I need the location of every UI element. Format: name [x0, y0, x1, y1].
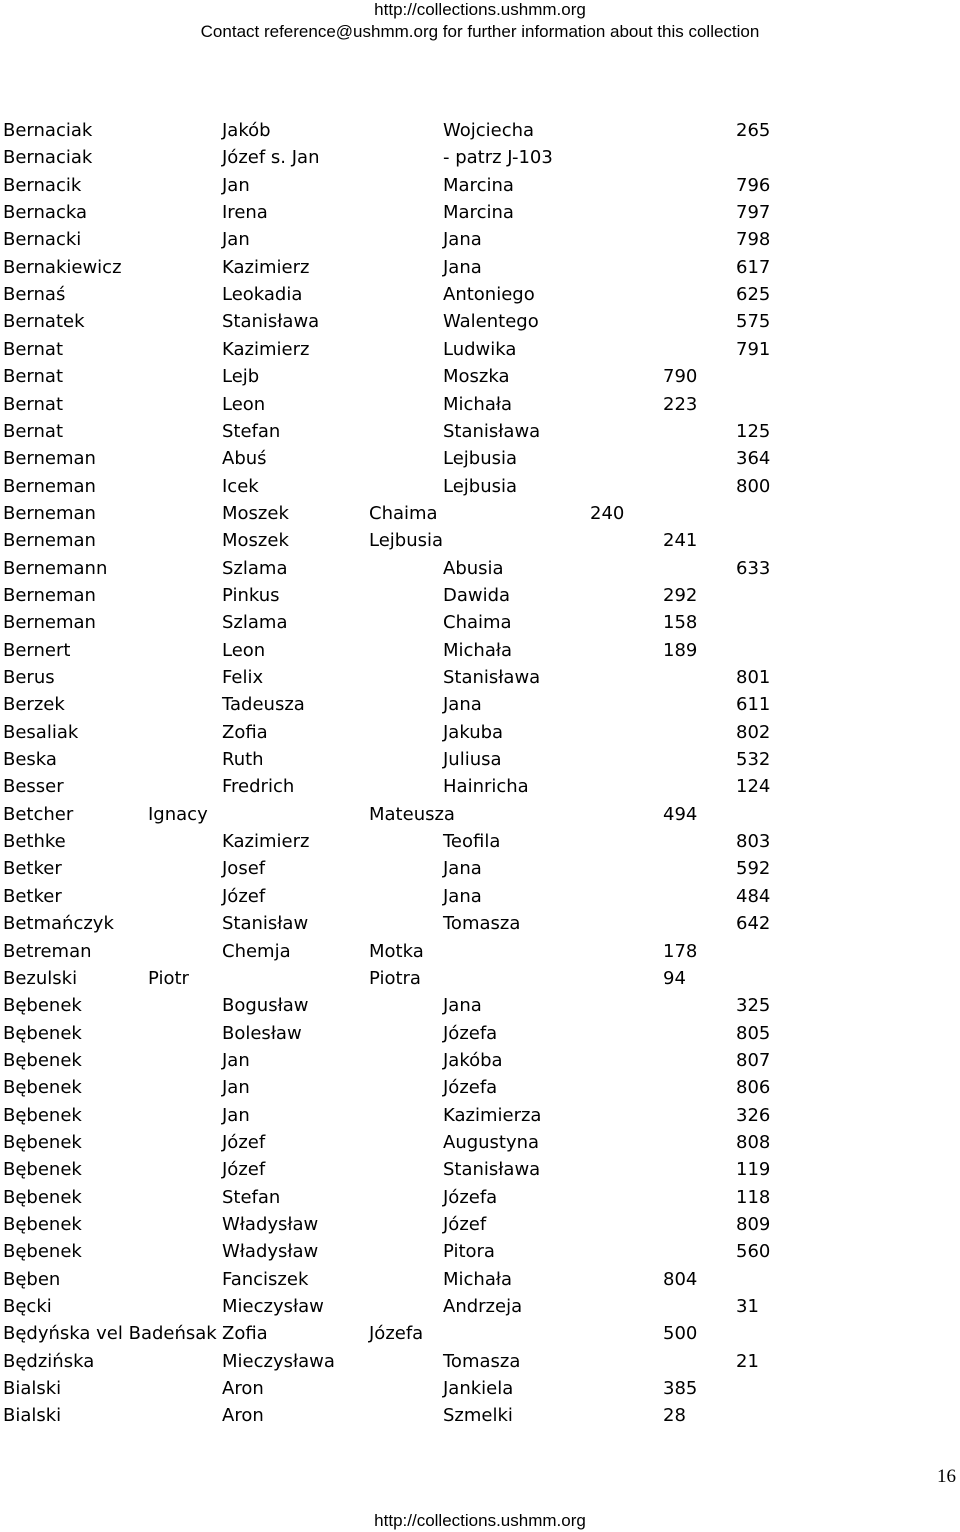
record-number: 642 — [736, 913, 771, 935]
surname: Bębenek — [3, 1049, 82, 1071]
list-item — [0, 992, 960, 1019]
list-item — [0, 308, 960, 335]
list-item — [0, 500, 960, 527]
fathers-name: Chaima — [369, 502, 438, 524]
fathers-name: Augustyna — [443, 1131, 540, 1153]
record-number: 364 — [736, 448, 771, 470]
first-name: Kazimierz — [222, 831, 310, 853]
fathers-name: Jana — [443, 885, 482, 907]
record-number: 801 — [736, 667, 771, 688]
record-number: 28 — [663, 1405, 686, 1427]
list-item — [0, 828, 960, 855]
record-number: 125 — [736, 420, 771, 442]
fathers-name: - patrz J-103 — [443, 147, 553, 169]
first-name: Bogusław — [222, 995, 309, 1017]
first-name: Ignacy — [148, 803, 208, 825]
surname: Bernacka — [3, 202, 87, 224]
record-number: 189 — [663, 639, 698, 661]
record-number: 633 — [736, 557, 771, 579]
fathers-name: Marcina — [443, 202, 514, 224]
first-name: Józef s. Jan — [222, 147, 320, 169]
fathers-name: Józefa — [443, 1022, 498, 1044]
surname: Berzek — [3, 694, 65, 716]
surname: Bialski — [3, 1405, 62, 1427]
fathers-name: Walentego — [443, 311, 539, 333]
footer-collection-url: http://collections.ushmm.org — [374, 1511, 586, 1530]
fathers-name: Jana — [443, 229, 482, 251]
record-number: 560 — [736, 1241, 771, 1263]
record-number: 118 — [736, 1186, 771, 1208]
record-number: 21 — [736, 1350, 759, 1372]
list-item — [0, 226, 960, 253]
record-number: 790 — [663, 366, 698, 388]
record-number: 241 — [663, 530, 698, 552]
first-name: Jan — [222, 229, 250, 251]
list-item — [0, 418, 960, 445]
surname: Bethke — [3, 831, 66, 853]
fathers-name: Jana — [443, 694, 482, 716]
record-number: 803 — [736, 831, 771, 853]
list-item — [0, 609, 960, 636]
surname: Berneman — [3, 612, 96, 634]
record-number: 802 — [736, 721, 771, 743]
record-number: 484 — [736, 885, 771, 907]
fathers-name: Teofila — [443, 831, 501, 853]
fathers-name: Michała — [443, 639, 513, 661]
first-name: Fanciszek — [222, 1268, 309, 1290]
first-name: Józef — [222, 1131, 266, 1153]
first-name: Moszek — [222, 530, 289, 552]
fathers-name: Moszka — [443, 366, 510, 388]
first-name: Pinkus — [222, 584, 280, 606]
fathers-name: Dawida — [443, 584, 511, 606]
surname: Bęben — [3, 1268, 61, 1290]
surname: Bernat — [3, 338, 64, 360]
list-item — [0, 144, 960, 171]
header-collection-url: http://collections.ushmm.org — [374, 0, 586, 19]
first-name: Leon — [222, 639, 266, 661]
first-name: Leokadia — [222, 284, 303, 306]
record-number: 575 — [736, 311, 771, 333]
list-item — [0, 281, 960, 308]
surname: Bębenek — [3, 1077, 82, 1099]
surname: Bębenek — [3, 1159, 82, 1181]
record-number: 31 — [736, 1296, 759, 1318]
fathers-name: Stanisława — [443, 420, 541, 442]
first-name: Stefan — [222, 1186, 281, 1208]
first-name: Jan — [222, 1104, 250, 1126]
list-item — [0, 172, 960, 199]
list-item — [0, 1238, 960, 1265]
record-number: 158 — [663, 612, 698, 634]
first-name: Kazimierz — [222, 256, 310, 278]
record-number: 265 — [736, 120, 771, 141]
record-number: 292 — [663, 584, 698, 606]
list-item — [0, 254, 960, 281]
fathers-name: Jana — [443, 858, 482, 880]
record-number: 809 — [736, 1214, 771, 1235]
fathers-name: Motka — [369, 940, 424, 962]
record-number: 592 — [736, 858, 771, 880]
first-name: Moszek — [222, 502, 289, 524]
list-item — [0, 883, 960, 910]
record-number: 494 — [663, 803, 698, 825]
list-item — [0, 1102, 960, 1129]
page-number: 16 — [937, 1466, 956, 1487]
surname: Bernert — [3, 639, 71, 661]
list-item — [0, 1020, 960, 1047]
list-item — [0, 1320, 960, 1347]
first-name: Mieczysława — [222, 1350, 335, 1372]
list-item — [0, 910, 960, 937]
record-number: 611 — [736, 694, 771, 716]
surname: Betker — [3, 858, 62, 880]
list-item — [0, 336, 960, 363]
first-name: Władysław — [222, 1214, 319, 1235]
fathers-name: Kazimierza — [443, 1104, 542, 1126]
fathers-name: Marcina — [443, 174, 514, 196]
surname: Betcher — [3, 803, 74, 825]
list-item — [0, 855, 960, 882]
surname: Beska — [3, 749, 57, 771]
list-item — [0, 1156, 960, 1183]
first-name: Zofia — [222, 1323, 268, 1345]
list-item — [0, 664, 960, 691]
fathers-name: Jakuba — [443, 721, 504, 743]
record-number: 500 — [663, 1323, 698, 1345]
surname: Bębenek — [3, 1131, 82, 1153]
record-number: 797 — [736, 202, 771, 224]
surname: Bęcki — [3, 1296, 52, 1318]
list-item — [0, 391, 960, 418]
fathers-name: Józefa — [369, 1323, 424, 1345]
record-number: 791 — [736, 338, 771, 360]
list-item — [0, 1293, 960, 1320]
surname: Betker — [3, 885, 62, 907]
surname: Bernacik — [3, 174, 82, 196]
surname: Bębenek — [3, 1022, 82, 1044]
surname: Bernaciak — [3, 120, 93, 141]
surname: Bernakiewicz — [3, 256, 122, 278]
surname: Berneman — [3, 475, 96, 497]
fathers-name: Wojciecha — [443, 120, 535, 141]
fathers-name: Michała — [443, 1268, 513, 1290]
list-item — [0, 1402, 960, 1429]
header-contact-line: Contact reference@ushmm.org for further information about this collection — [200, 22, 760, 41]
surname: Besaliak — [3, 721, 79, 743]
record-number: 240 — [590, 502, 625, 524]
first-name: Icek — [222, 475, 259, 497]
record-number: 805 — [736, 1022, 771, 1044]
record-number: 178 — [663, 940, 698, 962]
fathers-name: Ludwika — [443, 338, 517, 360]
fathers-name: Stanisława — [443, 667, 541, 688]
surname: Bezulski — [3, 967, 78, 989]
record-number: 798 — [736, 229, 771, 251]
fathers-name: Piotra — [369, 967, 421, 989]
list-item — [0, 1074, 960, 1101]
fathers-name: Stanisława — [443, 1159, 541, 1181]
fathers-name: Józefa — [443, 1077, 498, 1099]
first-name: Szlama — [222, 557, 288, 579]
surname: Bębenek — [3, 1186, 82, 1208]
surname: Bernat — [3, 393, 64, 415]
record-number: 804 — [663, 1268, 698, 1290]
first-name: Józef — [222, 885, 266, 907]
list-item — [0, 1266, 960, 1293]
fathers-name: Abusia — [443, 557, 504, 579]
first-name: Zofia — [222, 721, 268, 743]
record-number: 806 — [736, 1077, 771, 1099]
record-number: 326 — [736, 1104, 771, 1126]
fathers-name: Jankiela — [443, 1378, 514, 1400]
first-name: Irena — [222, 202, 268, 224]
record-number: 223 — [663, 393, 698, 415]
fathers-name: Lejbusia — [443, 448, 518, 470]
surname: Bębenek — [3, 1214, 82, 1235]
first-name: Józef — [222, 1159, 266, 1181]
surname: Bębenek — [3, 1241, 82, 1263]
first-name: Szlama — [222, 612, 288, 634]
first-name: Jan — [222, 1049, 250, 1071]
fathers-name: Szmelki — [443, 1405, 513, 1427]
surname: Berus — [3, 667, 55, 688]
fathers-name: Tomasza — [443, 913, 521, 935]
list-item — [0, 746, 960, 773]
list-item — [0, 1211, 960, 1238]
first-name: Bolesław — [222, 1022, 302, 1044]
surname: Bębenek — [3, 995, 82, 1017]
surname: Besser — [3, 776, 64, 798]
first-name: Kazimierz — [222, 338, 310, 360]
fathers-name: Tomasza — [443, 1350, 521, 1372]
fathers-name: Jana — [443, 995, 482, 1017]
surname: Bernatek — [3, 311, 85, 333]
record-number: 124 — [736, 776, 771, 798]
surname: Bernaś — [3, 284, 66, 306]
list-item — [0, 445, 960, 472]
list-item — [0, 1375, 960, 1402]
surname: Bernacki — [3, 229, 82, 251]
list-item — [0, 637, 960, 664]
fathers-name: Jakóba — [443, 1049, 503, 1071]
fathers-name: Andrzeja — [443, 1296, 523, 1318]
first-name: Władysław — [222, 1241, 319, 1263]
first-name: Abuś — [222, 448, 267, 470]
list-item — [0, 199, 960, 226]
fathers-name: Lejbusia — [369, 530, 444, 552]
list-item — [0, 473, 960, 500]
fathers-name: Lejbusia — [443, 475, 518, 497]
list-item — [0, 363, 960, 390]
list-item — [0, 1348, 960, 1375]
first-name: Ruth — [222, 749, 264, 771]
fathers-name: Jana — [443, 256, 482, 278]
list-item — [0, 1184, 960, 1211]
record-number: 800 — [736, 475, 771, 497]
record-number: 325 — [736, 995, 771, 1017]
list-item — [0, 1047, 960, 1074]
first-name: Leon — [222, 393, 266, 415]
first-name: Lejb — [222, 366, 260, 388]
fathers-name: Michała — [443, 393, 513, 415]
first-name: Fredrich — [222, 776, 295, 798]
first-name: Piotr — [148, 967, 189, 989]
list-item — [0, 719, 960, 746]
record-number: 385 — [663, 1378, 698, 1400]
surname: Bębenek — [3, 1104, 82, 1126]
first-name: Stefan — [222, 420, 281, 442]
record-number: 94 — [663, 967, 686, 989]
list-item — [0, 582, 960, 609]
first-name: Jan — [222, 1077, 250, 1099]
record-number: 796 — [736, 174, 771, 196]
fathers-name: Mateusza — [369, 803, 455, 825]
first-name: Josef — [222, 858, 266, 880]
first-name: Jan — [222, 174, 250, 196]
surname: Bernaciak — [3, 147, 93, 169]
first-name: Tadeusza — [222, 694, 305, 716]
first-name: Aron — [222, 1405, 264, 1427]
fathers-name: Józef — [443, 1214, 487, 1235]
fathers-name: Chaima — [443, 612, 512, 634]
first-name: Felix — [222, 667, 264, 688]
surname: Bernemann — [3, 557, 108, 579]
surname: Będzińska — [3, 1350, 95, 1372]
list-item — [0, 527, 960, 554]
first-name: Aron — [222, 1378, 264, 1400]
surname: Betmańczyk — [3, 913, 114, 935]
surname: Będyńska vel Badeńsak — [3, 1323, 217, 1345]
surname: Berneman — [3, 530, 96, 552]
list-item — [0, 691, 960, 718]
fathers-name: Hainricha — [443, 776, 529, 798]
surname: Betreman — [3, 940, 92, 962]
surname: Berneman — [3, 448, 96, 470]
first-name: Stanisław — [222, 913, 309, 935]
record-number: 808 — [736, 1131, 771, 1153]
list-item — [0, 938, 960, 965]
first-name: Jakób — [222, 120, 271, 141]
list-item — [0, 1129, 960, 1156]
fathers-name: Pitora — [443, 1241, 495, 1263]
first-name: Chemja — [222, 940, 291, 962]
fathers-name: Juliusa — [443, 749, 502, 771]
list-item — [0, 773, 960, 800]
record-number: 625 — [736, 284, 771, 306]
surname: Bernat — [3, 420, 64, 442]
list-item — [0, 117, 960, 144]
surname: Berneman — [3, 584, 96, 606]
record-number: 617 — [736, 256, 771, 278]
list-item — [0, 801, 960, 828]
first-name: Mieczysław — [222, 1296, 324, 1318]
record-number: 119 — [736, 1159, 771, 1181]
record-number: 532 — [736, 749, 771, 771]
list-item — [0, 965, 960, 992]
surname: Bialski — [3, 1378, 62, 1400]
fathers-name: Antoniego — [443, 284, 535, 306]
surname: Berneman — [3, 502, 96, 524]
surname: Bernat — [3, 366, 64, 388]
record-number: 807 — [736, 1049, 771, 1071]
list-item — [0, 555, 960, 582]
fathers-name: Józefa — [443, 1186, 498, 1208]
first-name: Stanisława — [222, 311, 320, 333]
